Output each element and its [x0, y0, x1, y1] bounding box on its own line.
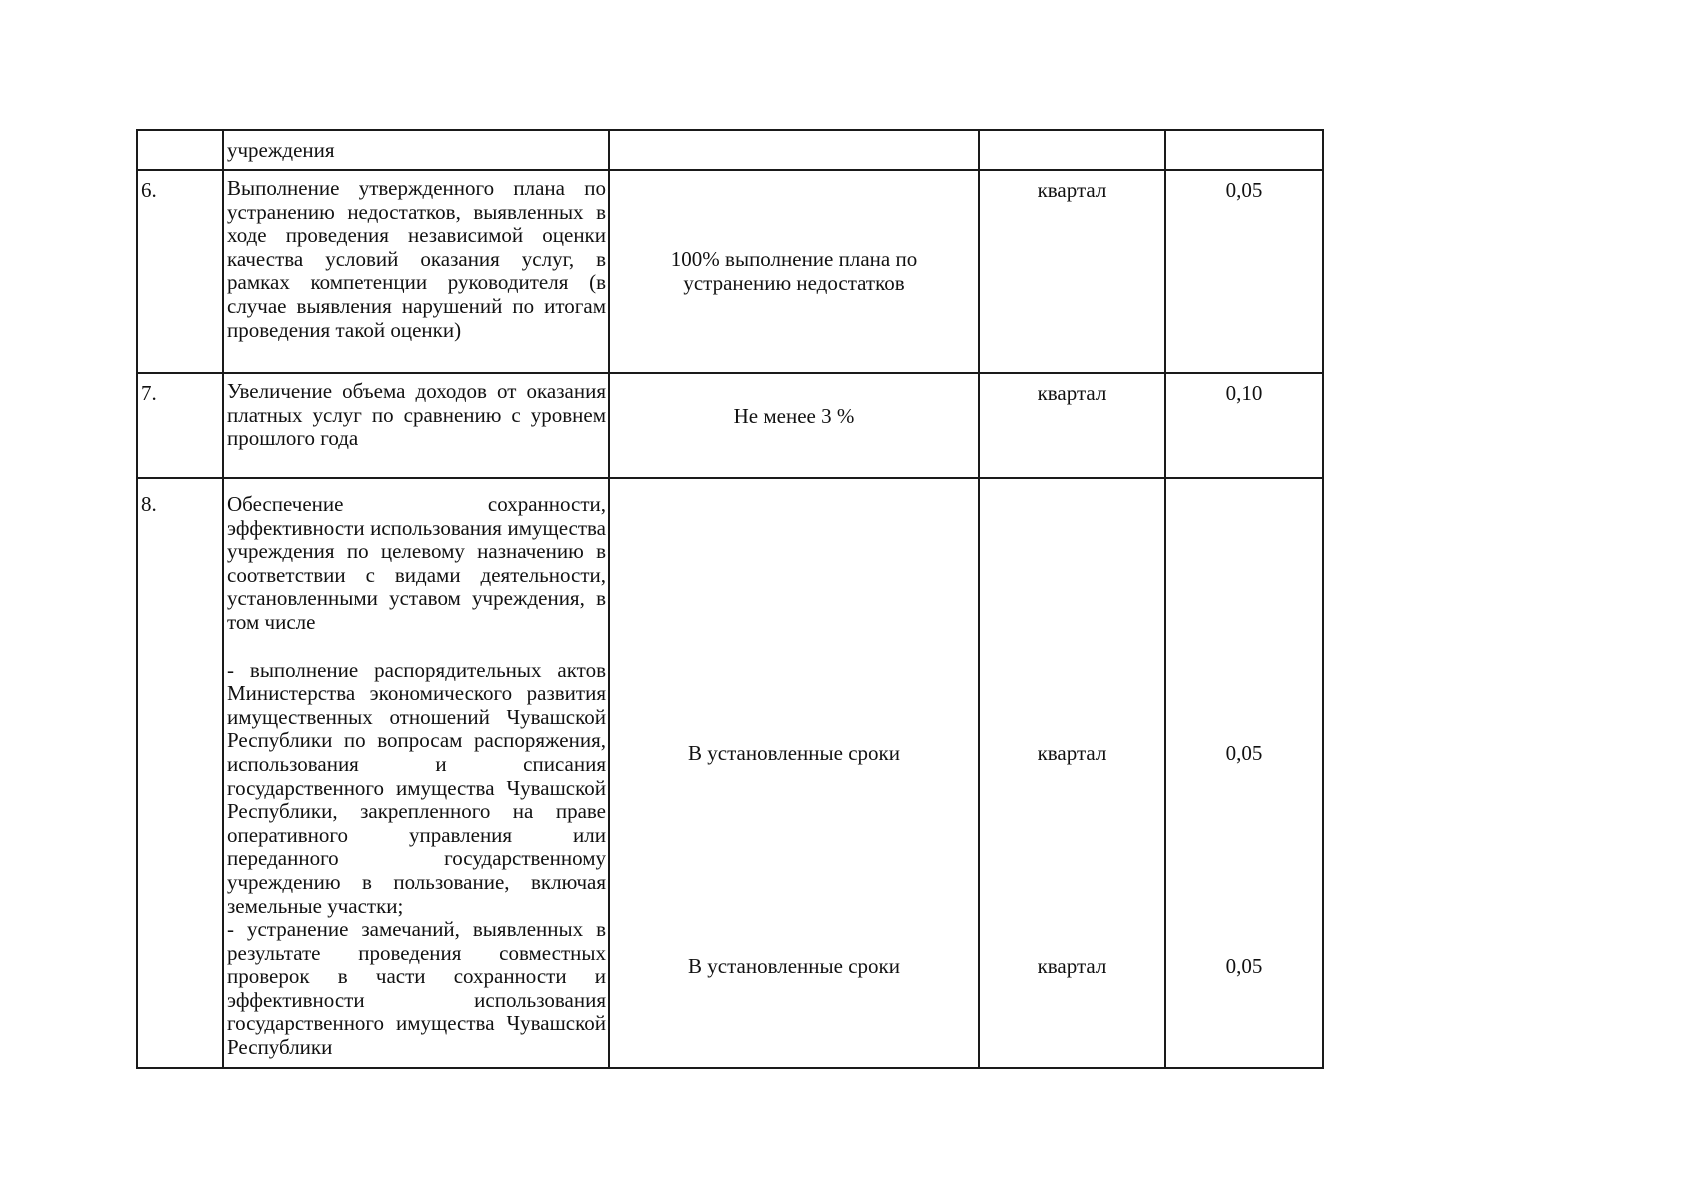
cell-name — [223, 130, 609, 170]
cell-value — [609, 130, 979, 170]
cell-name — [223, 170, 609, 373]
sub1-weight: 0,05 — [1225, 741, 1263, 765]
criterion-name: Выполнение утвержденного плана по устранению недостатков, выявленных в ходе проведения независимой оценки качества условий оказания услуг, в рамках компетенции руководителя (в случае выявления нарушений по итогам проведения такой оценки) — [227, 176, 606, 342]
cell-period — [979, 170, 1165, 373]
row-number: 6. — [141, 178, 157, 202]
criterion-intro: Обеспечение сохранности, эффективности использования имущества учреждения по целевому назначению в соответствии с видами деятельности, установленными уставом учреждения, в том числе — [227, 492, 606, 634]
criterion-name: учреждения — [227, 138, 335, 162]
target-value: 100% выполнение плана по устранению недостатков — [670, 246, 918, 295]
cell-value — [609, 373, 979, 478]
sub1-target-value: В установленные сроки — [688, 741, 900, 765]
cell-num — [137, 130, 223, 170]
criteria-table — [136, 129, 1324, 1069]
cell-num — [137, 170, 223, 373]
criterion-sub2: - устранение замечаний, выявленных в результате проведения совместных проверок в части сохранности и эффективности использования государственного имущества Чувашской Республики — [227, 917, 606, 1060]
row-number: 8. — [141, 492, 157, 516]
sub2-target-value: В установленные сроки — [688, 954, 900, 978]
table-row-7 — [137, 373, 1323, 478]
period: квартал — [1037, 178, 1107, 202]
cell-name — [223, 373, 609, 478]
cell-period — [979, 373, 1165, 478]
criterion-sub1: - выполнение распорядительных актов Министерства экономического развития имущественных отношений Чувашской Республики по вопросам распоряжения, использования и списания государственного имущества Чувашской Республики, закрепленного на праве оперативного управления или переданного государственному учреждению в пользование, включая земельные участки; — [227, 657, 606, 918]
cell-name — [223, 478, 609, 1068]
weight: 0,05 — [1225, 178, 1263, 202]
weight: 0,10 — [1225, 381, 1263, 405]
criterion-name — [224, 479, 608, 1064]
period: квартал — [1037, 381, 1107, 405]
cell-weight — [1165, 170, 1323, 373]
sub2-weight: 0,05 — [1225, 954, 1263, 978]
cell-num — [137, 373, 223, 478]
cell-weight — [1165, 130, 1323, 170]
cell-period — [979, 130, 1165, 170]
cell-value — [609, 478, 979, 1068]
sub1-period: квартал — [1037, 741, 1107, 765]
table-row-6 — [137, 170, 1323, 373]
cell-weight — [1165, 373, 1323, 478]
cell-weight — [1165, 478, 1323, 1068]
target-value: Не менее 3 % — [733, 404, 855, 428]
cell-num — [137, 478, 223, 1068]
row-number: 7. — [141, 381, 157, 405]
table-row-continuation — [137, 130, 1323, 170]
sub2-period: квартал — [1037, 954, 1107, 978]
table-row-8 — [137, 478, 1323, 1068]
criterion-name: Увеличение объема доходов от оказания платных услуг по сравнению с уровнем прошлого года — [227, 379, 606, 451]
cell-period — [979, 478, 1165, 1068]
cell-value — [609, 170, 979, 373]
